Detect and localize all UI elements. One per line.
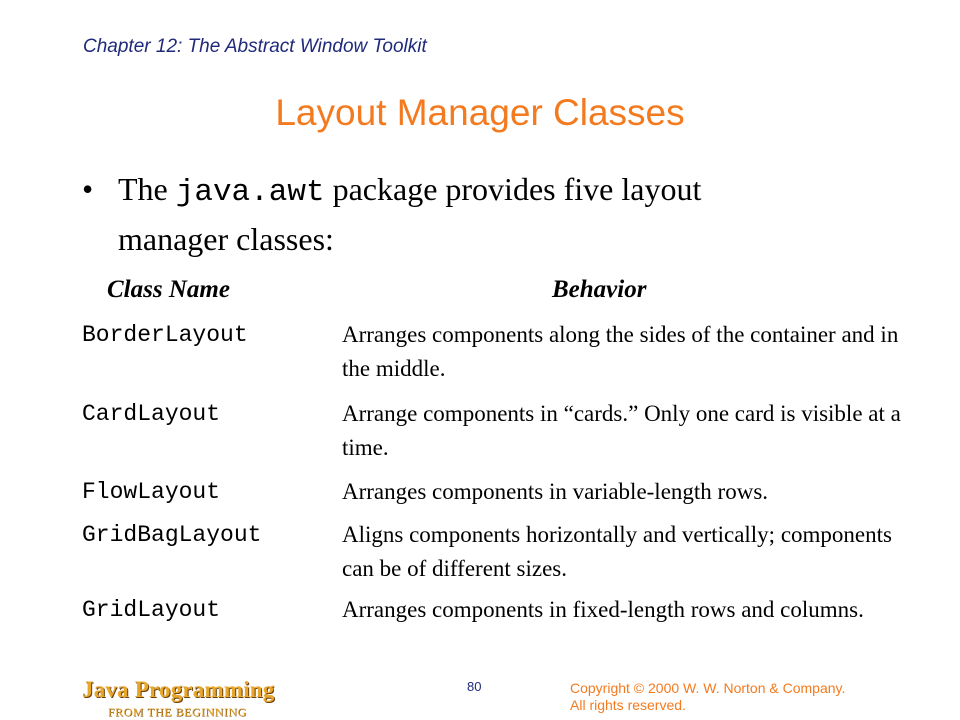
column-header-class-name: Class Name [107,276,230,303]
class-name-cell: CardLayout [82,401,221,427]
copyright-line-2: All rights reserved. [570,697,686,713]
class-name-cell: BorderLayout [82,322,248,348]
copyright-notice [570,680,845,714]
behavior-cell: Arranges components in variable-length rows. [342,479,769,504]
class-name-cell: GridBagLayout [82,522,262,548]
column-header-behavior: Behavior [552,276,647,303]
behavior-cell: Aligns components horizontally and vertically; components can be of different sizes. [342,522,892,581]
logo-subtitle: FROM THE BEGINNING [108,705,247,719]
bullet-dot-icon: • [82,171,94,207]
java-programming-logo [82,677,275,719]
behavior-cell: Arranges components along the sides of the container and in the middle. [342,322,899,381]
class-name-cell: GridLayout [82,597,221,623]
logo-title: Java Programming [82,677,275,702]
chapter-heading: Chapter 12: The Abstract Window Toolkit [83,36,427,57]
behavior-cell: Arranges components in fixed-length rows and columns. [342,597,864,622]
bullet-suffix: package provides five layout manager classes: [118,171,702,257]
class-name-cell: FlowLayout [82,479,221,505]
bullet-prefix: The [118,171,176,207]
behavior-cell: Arrange components in “cards.” Only one card is visible at a time. [342,401,901,460]
bullet-text [118,166,818,262]
copyright-line-1: Copyright © 2000 W. W. Norton & Company. [570,680,846,696]
package-code: java.awt [175,175,325,210]
slide-title: Layout Manager Classes [275,92,685,133]
page-number: 80 [467,679,482,694]
